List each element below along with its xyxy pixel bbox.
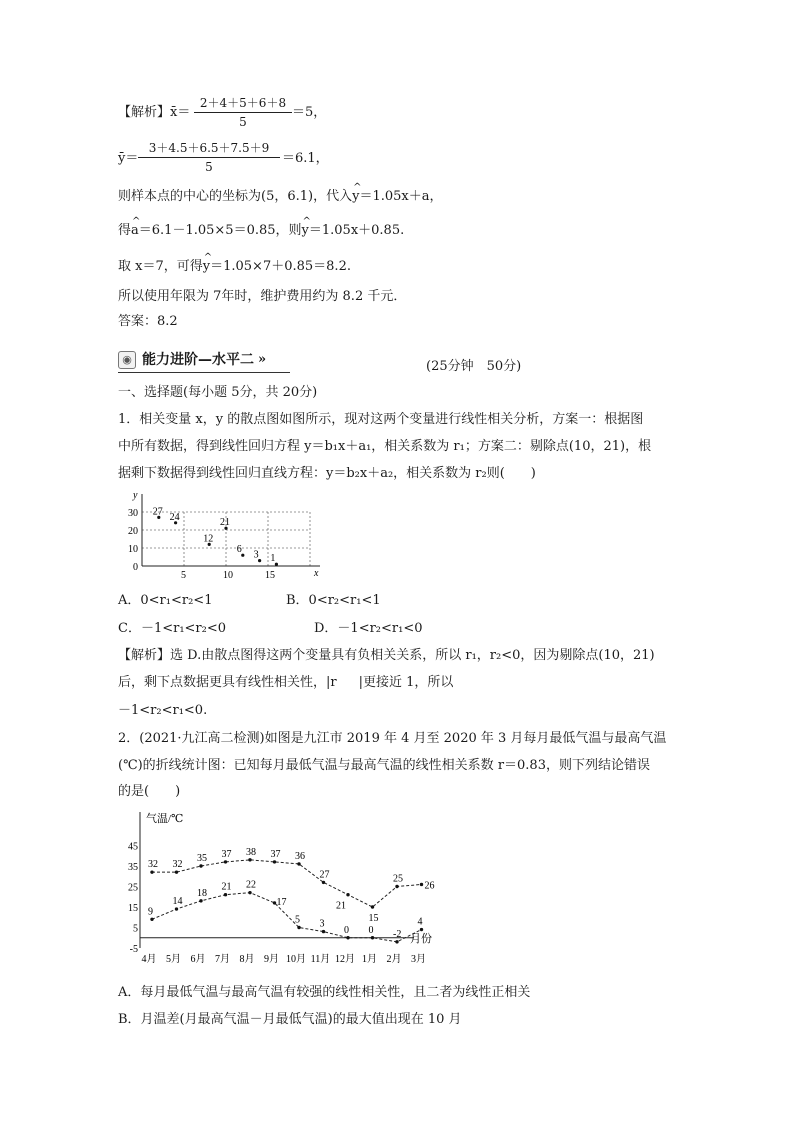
solution-line-5: 取 x＝7，可得^ y＝1.05×7＋0.85＝8.2.	[118, 258, 351, 276]
solution-line-3: 则样本点的中心的坐标为(5，6.1)，代入^ y＝1.05x＋a，	[118, 188, 442, 206]
fraction-bar-2	[138, 157, 280, 158]
data-label: 18	[197, 887, 207, 899]
a-hat-symbol: ^ a	[131, 222, 139, 240]
data-label: 3	[319, 918, 325, 930]
data-label: 32	[148, 859, 158, 871]
y-axis-label: 气温/℃	[146, 813, 184, 825]
data-label: 37	[221, 848, 232, 860]
q1-option-c: C．－1<r₁<r₂<0	[118, 621, 227, 636]
data-point	[248, 858, 251, 861]
x-tick-label: 12月	[335, 954, 355, 965]
data-label: 4	[417, 916, 423, 928]
data-label: 36	[295, 850, 305, 862]
data-point	[175, 907, 178, 910]
y-hat-symbol: ^ y	[352, 188, 359, 206]
point-label: 12	[203, 533, 214, 545]
data-label: 35	[197, 853, 207, 864]
fraction-result-1: ＝5，	[292, 105, 327, 120]
point-label: 27	[152, 506, 163, 518]
fraction-numerator-1: 2＋4＋5＋6＋8	[199, 96, 287, 110]
point-label: 24	[169, 511, 180, 523]
data-point	[395, 885, 398, 888]
data-point	[420, 928, 423, 931]
fraction-numerator-2: 3＋4.5＋6.5＋7.5＋9	[148, 141, 270, 155]
data-point	[346, 936, 349, 939]
data-point	[199, 864, 202, 867]
question-group-header: 一、选择题(每小题 5分，共 20分)	[118, 385, 318, 400]
high-temp-series-line	[152, 860, 422, 907]
point-label: 3	[253, 549, 259, 561]
data-point	[371, 905, 374, 908]
q1-line-2: 中所有数据，得到线性回归方程 y＝b₁x＋a₁，相关系数为 r₁；方案二：剔除点(10，21)，根	[118, 439, 652, 454]
data-label: 17	[276, 896, 287, 908]
y-tick-label: 30	[128, 508, 138, 519]
q1-line-3: 据剩下数据得到线性回归直线方程：y＝b₂x＋a₂，相关系数为 r₂则( )	[118, 466, 536, 481]
data-label: 15	[368, 913, 379, 924]
data-point	[224, 893, 227, 896]
q2-line-3: 的是( )	[118, 784, 181, 799]
q2-line-1: 2．(2021·九江高二检测)如图是九江市 2019 年 4 月至 2020 年 3 月每月最低气温与最高气温	[118, 731, 667, 746]
q1-solution-line-3: －1<r₂<r₁<0.	[118, 703, 208, 718]
data-label: 0	[344, 924, 349, 936]
q1-solution-line-2: 后，剩下点数据更具有线性相关性，|r |更接近 1，所以	[118, 675, 454, 690]
data-label: 25	[393, 873, 403, 885]
solution-line-6: 所以使用年限为 7年时，维护费用约为 8.2 千元．	[118, 289, 407, 304]
q2-option-b: B．月温差(月最高气温－月最低气温)的最大值出现在 10 月	[118, 1012, 462, 1027]
data-label: 0	[368, 924, 374, 936]
section-title: 能力进阶—水平二	[142, 352, 254, 368]
data-point	[150, 870, 153, 873]
q2-line-2: (℃)的折线统计图：已知每月最低气温与最高气温的线性相关系数 r＝0.83，则下列结论错误	[118, 758, 650, 773]
x-tick-label: 3月	[411, 954, 426, 965]
x-tick-label: 5	[181, 570, 186, 581]
data-label: 32	[172, 859, 183, 871]
section-header	[118, 350, 290, 373]
data-point	[297, 862, 300, 865]
fraction-bar-1	[194, 112, 292, 113]
q1-line-1: 1．相关变量 x，y 的散点图如图所示，现对这两个变量进行线性相关分析，方案一：根据图	[118, 412, 644, 427]
data-point	[420, 883, 423, 886]
y-tick-label: 20	[128, 526, 138, 537]
data-point	[199, 899, 202, 902]
x-tick-label: 11月	[310, 954, 331, 965]
y-tick-label: 35	[128, 862, 138, 873]
y-tick-label: 25	[128, 882, 138, 894]
data-label: 27	[319, 869, 330, 881]
q1-option-a: A．0<r₁<r₂<1	[118, 593, 213, 608]
data-point	[322, 881, 325, 884]
x-tick-label: 4月	[141, 954, 157, 965]
scatter-plot	[118, 488, 319, 584]
q1-option-b: B．0<r₂<r₁<1	[286, 593, 381, 608]
fraction-denominator-1: 5	[239, 115, 247, 129]
data-point	[175, 870, 178, 873]
fraction-result-2: ＝6.1，	[282, 151, 329, 166]
point-label: 1	[270, 553, 276, 565]
chevron-right-icon: »	[258, 352, 267, 367]
x-tick-label: 7月	[215, 954, 230, 965]
data-label: 37	[270, 848, 281, 860]
y-tick-label: 0	[133, 562, 138, 573]
data-label: 21	[221, 881, 232, 893]
x-tick-label: 8月	[239, 954, 255, 965]
data-point	[224, 860, 227, 863]
solution-label: 【解析】	[118, 105, 171, 120]
solution-line-4: 得^ a＝6.1－1.05×5＝0.85，则^ y＝1.05x＋0.85.	[118, 222, 404, 240]
data-point	[395, 940, 398, 943]
data-point	[150, 918, 153, 921]
temperature-line-chart	[118, 806, 435, 968]
x-tick-label: 15	[265, 570, 275, 581]
data-label: 5	[295, 914, 300, 926]
data-point	[371, 936, 374, 939]
data-point	[346, 893, 349, 896]
x-tick-label: 9月	[264, 954, 279, 965]
solution-line-2: ȳ＝	[118, 151, 139, 166]
x-tick-label: 10	[223, 570, 233, 581]
x-tick-label: 6月	[190, 954, 206, 965]
data-label: -2	[393, 928, 402, 940]
xbar-symbol: x̄	[170, 105, 178, 120]
fraction-denominator-2: 5	[205, 160, 213, 174]
data-label: 21	[336, 900, 346, 912]
y-axis-label: y	[133, 490, 138, 501]
solution-line-1: 【解析】x̄＝	[118, 105, 191, 120]
data-label: 14	[172, 896, 183, 908]
data-label: 26	[424, 880, 435, 892]
data-label: 9	[148, 906, 153, 918]
x-axis-label: x	[314, 568, 319, 579]
x-tick-label: 10月	[286, 954, 306, 965]
data-point	[248, 891, 251, 894]
x-tick-label: 5月	[166, 954, 181, 965]
x-tick-label: 1月	[362, 954, 377, 965]
point-label: 6	[236, 544, 242, 556]
data-label: 38	[246, 846, 256, 858]
lightbulb-icon: ◉	[118, 351, 136, 369]
ybar-symbol: ȳ	[118, 151, 126, 166]
point-label: 21	[220, 517, 230, 529]
y-tick-label: 45	[128, 841, 138, 853]
y-hat-symbol: ^ y	[203, 258, 210, 276]
y-tick-label: 10	[128, 544, 138, 555]
y-tick-label: 5	[133, 923, 138, 935]
y-tick-label: -5	[129, 944, 138, 955]
q1-solution-line-1: 【解析】选 D.由散点图得这两个变量具有负相关关系，所以 r₁，r₂<0，因为剔除点(10，21)	[118, 648, 655, 663]
data-point	[273, 860, 276, 863]
data-label: 22	[246, 879, 256, 891]
q2-option-a: A．每月最低气温与最高气温有较强的线性相关性，且二者为线性正相关	[118, 985, 531, 1000]
data-point	[297, 926, 300, 929]
q1-option-d: D．－1<r₂<r₁<0	[314, 621, 423, 636]
answer-line: 答案：8.2	[118, 314, 178, 329]
y-tick-label: 15	[128, 903, 138, 914]
x-tick-label: 2月	[386, 954, 402, 965]
y-hat-symbol: ^ y	[302, 222, 309, 240]
x-axis-label: 月份	[410, 932, 432, 945]
low-temp-series-line	[152, 893, 422, 942]
data-point	[322, 930, 325, 933]
section-time: (25分钟 50分)	[426, 359, 522, 374]
